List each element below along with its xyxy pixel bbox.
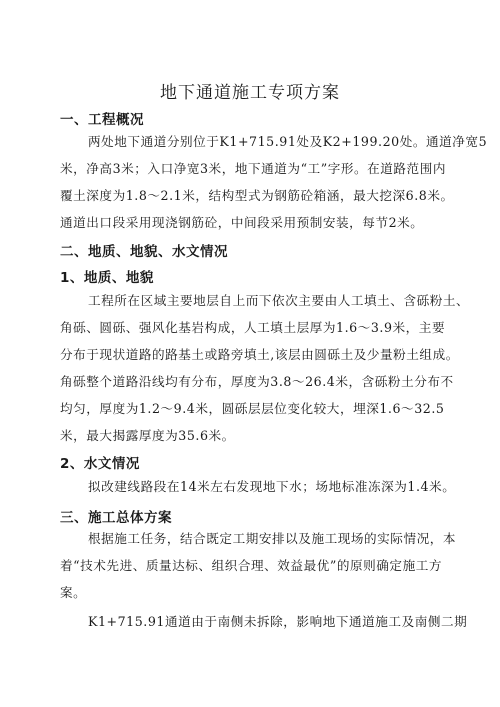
section-2-heading: 二、地质、地貌、水文情况 bbox=[60, 244, 228, 260]
paragraph-line: 均匀，厚度为1.2～9.4米，圆砾层层位变化较大，埋深1.6～32.5 bbox=[60, 401, 445, 416]
paragraph-line: 案。 bbox=[60, 585, 87, 600]
section-3-heading: 三、施工总体方案 bbox=[60, 510, 172, 526]
paragraph-line: 工程所在区域主要地层自上而下依次主要由人工填土、含砾粉土、 bbox=[88, 293, 470, 308]
paragraph-line: 拟改建线路段在14米左右发现地下水；场地标准冻深为1.4米。 bbox=[88, 479, 456, 494]
document-title: 地下通道施工专项方案 bbox=[160, 83, 340, 103]
paragraph-line: 着“技术先进、质量达标、组织合理、效益最优”的原则确定施工方 bbox=[60, 558, 443, 573]
paragraph-line: 两处地下通道分别位于K1+715.91处及K2+199.20处。通道净宽5 bbox=[88, 134, 488, 149]
paragraph-line: 覆土深度为1.8～2.1米，结构型式为钢筋砼箱涵，最大挖深6.8米。 bbox=[60, 188, 454, 203]
section-3-paragraph-1 bbox=[60, 525, 457, 606]
paragraph-line: 通道出口段采用现浇钢筋砼，中间段采用预制安装，每节2米。 bbox=[60, 215, 424, 230]
section-2-1-heading: 1、地质、地貌 bbox=[60, 270, 154, 286]
section-1-paragraph bbox=[60, 128, 488, 236]
section-1-heading: 一、工程概况 bbox=[60, 112, 144, 128]
paragraph-line: K1+715.91通道由于南侧未拆除，影响地下通道施工及南侧二期 bbox=[88, 614, 468, 629]
section-2-2-heading: 2、水文情况 bbox=[60, 456, 140, 472]
section-3-paragraph-2 bbox=[60, 608, 468, 635]
paragraph-line: 角砾整个道路沿线均有分布，厚度为3.8～26.4米，含砾粉土分布不 bbox=[60, 374, 454, 389]
paragraph-line: 分布于现状道路的路基土或路旁填土,该层由圆砾土及少量粉土组成。 bbox=[60, 347, 459, 362]
paragraph-line: 米，净高3米；入口净宽3米，地下通道为“工”字形。在道路范围内 bbox=[60, 161, 446, 176]
paragraph-line: 根据施工任务，结合既定工期安排以及施工现场的实际情况，本 bbox=[88, 531, 457, 546]
paragraph-line: 米，最大揭露厚度为35.6米。 bbox=[60, 428, 235, 443]
section-2-1-paragraph bbox=[60, 287, 470, 449]
paragraph-line: 角砾、圆砾、强风化基岩构成，人工填土层厚为1.6～3.9米，主要 bbox=[60, 320, 446, 335]
section-2-2-paragraph bbox=[60, 473, 456, 500]
